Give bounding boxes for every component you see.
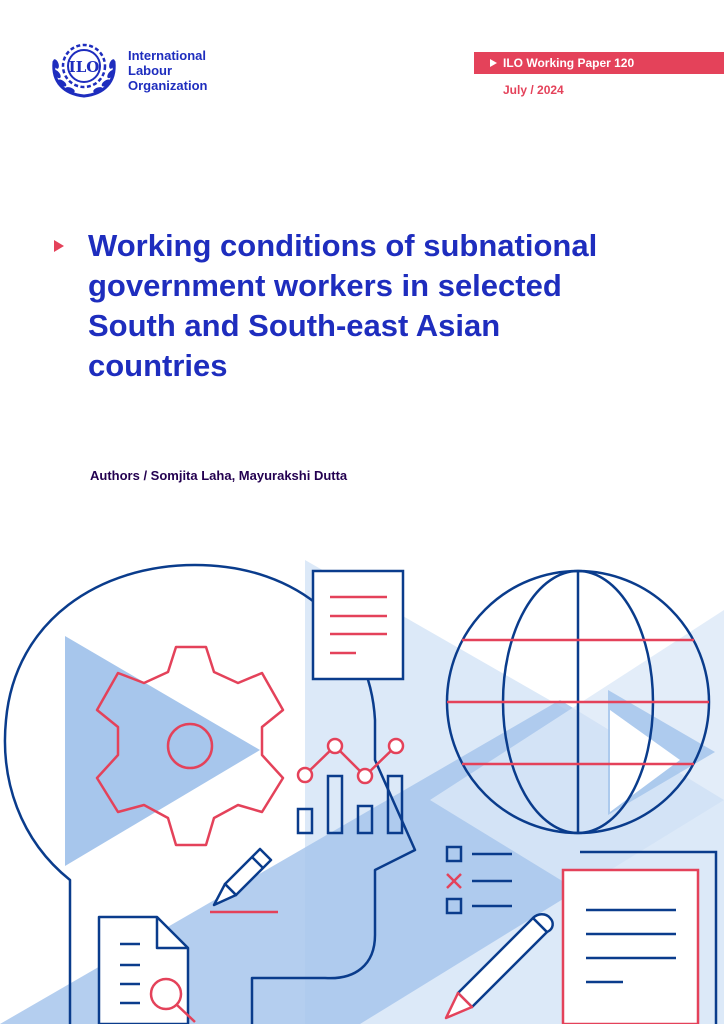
org-name-line-1: International bbox=[128, 47, 207, 63]
document-icon bbox=[313, 571, 403, 679]
file-search-icon bbox=[99, 917, 188, 1024]
report-page-icon bbox=[563, 870, 698, 1024]
play-arrow-icon bbox=[490, 59, 497, 67]
series-label: ILO Working Paper 120 bbox=[503, 56, 635, 70]
cover-illustration bbox=[0, 540, 724, 1024]
ilo-emblem-icon bbox=[48, 40, 120, 100]
organization-name bbox=[128, 48, 207, 93]
emblem-text: ILO bbox=[68, 58, 100, 76]
authors-line: Authors / Somjita Laha, Mayurakshi Dutta bbox=[90, 468, 348, 483]
publication-date: July / 2024 bbox=[503, 83, 564, 97]
org-name-line-3: Organization bbox=[128, 77, 208, 93]
org-name-line-2: Labour bbox=[128, 62, 173, 78]
series-tag bbox=[474, 52, 724, 74]
title-arrow-icon bbox=[54, 240, 64, 252]
play-triangle-left bbox=[65, 636, 260, 866]
ilo-logo bbox=[48, 40, 207, 100]
page-title: Working conditions of subnational government workers in selected South and South-east Asian countries bbox=[88, 228, 598, 383]
